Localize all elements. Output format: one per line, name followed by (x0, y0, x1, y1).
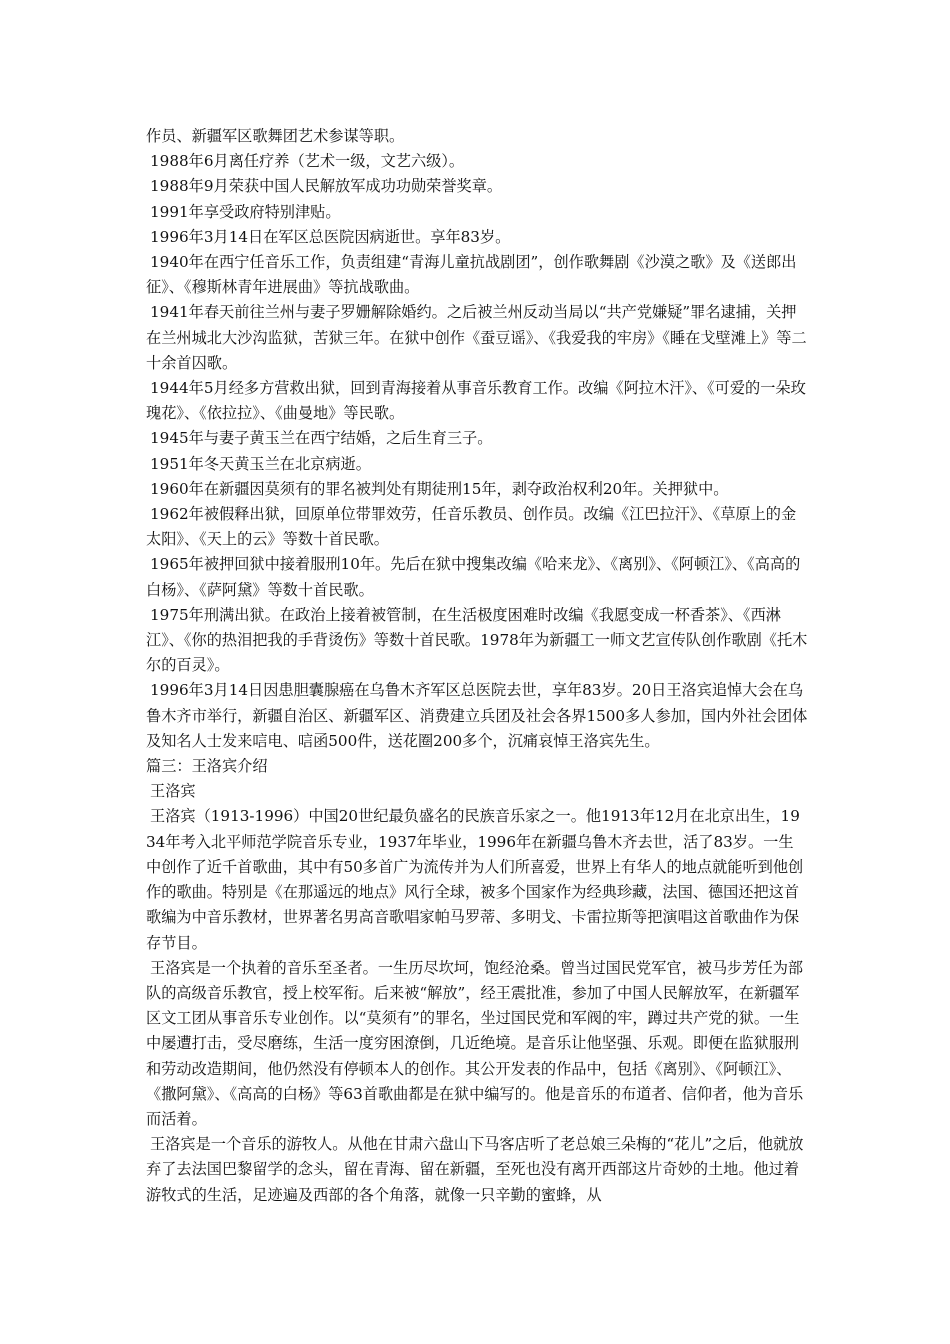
paragraph-text: 王洛宾 (150, 782, 196, 801)
paragraph-text: 1965年被押回狱中接着服刑10年。先后在狱中搜集改编《哈来龙》、《离别》、《阿顿江》、《高高的白杨》、《萨阿黛》等数十首民歌。 (146, 555, 801, 599)
paragraph-text: 王洛宾是一个音乐的游牧人。从他在甘肃六盘山下马客店听了老总娘三朵梅的“花儿”之后，他就放弃了去法国巴黎留学的念头，留在青海、留在新疆，至死也没有离开西部这片奇妙的土地。他过着游牧式的生活，足迹遍及西部的各个角落，就像一只辛勤的蜜蜂，从 (146, 1135, 804, 1204)
paragraph (146, 678, 808, 754)
paragraph (146, 149, 808, 174)
paragraph (146, 502, 808, 552)
paragraph-text: 1944年5月经多方营救出狱，回到青海接着从事音乐教育工作。改编《阿拉木汗》、《可爱的一朵玫瑰花》、《依拉拉》、《曲曼地》等民歌。 (146, 379, 806, 423)
paragraph (146, 174, 808, 199)
paragraph-text: 1996年3月14日因患胆囊腺癌在乌鲁木齐军区总医院去世，享年83岁。20日王洛宾追悼大会在乌鲁木齐市举行，新疆自治区、新疆军区、消费建立兵团及社会各界1500多人参加，国内外社会团体及知名人士发来唁电、唁函500件，送花圈200多个，沉痛哀悼王洛宾先生。 (146, 681, 808, 750)
paragraph-text: 1988年6月离任疗养（艺术一级，文艺六级）。 (150, 152, 465, 171)
paragraph-text: 1996年3月14日在军区总医院因病逝世。享年83岁。 (150, 227, 511, 246)
paragraph-text: 1940年在西宁任音乐工作，负责组建“青海儿童抗战剧团”，创作歌舞剧《沙漠之歌》及《送郎出征》、《穆斯林青年进展曲》等抗战歌曲。 (146, 253, 797, 297)
document-body (146, 124, 808, 1208)
paragraph: 作员、新疆军区歌舞团艺术参谋等职。 (146, 127, 405, 145)
paragraph (146, 552, 808, 602)
paragraph-text: 1988年9月荣获中国人民解放军成功功勋荣誉奖章。 (150, 177, 503, 196)
paragraph (146, 956, 808, 1132)
paragraph-text: 1962年被假释出狱，回原单位带罪效劳，任音乐教员、创作员。改编《江巴拉汗》、《草原上的金太阳》、《天上的云》等数十首民歌。 (146, 505, 797, 549)
paragraph-text: 1945年与妻子黄玉兰在西宁结婚，之后生育三子。 (150, 429, 493, 448)
paragraph-text: 王洛宾（1913-1996）中国20世纪最负盛名的民族音乐家之一。他1913年12月在北京出生，1934年考入北平师范学院音乐专业，1937年毕业，1996年在新疆乌鲁木齐去世，活了83岁。一生中创作了近千首歌曲，其中有50多首广为流传并为人们所喜爱，世界上有华人的地点就能听到他创作的歌曲。特别是《在那遥远的地点》风行全球，被多个国家作为经典珍藏，法国、德国还把这首歌编为中音乐教材，世界著名男高音歌唱家帕马罗蒂、多明戈、卡雷拉斯等把演唱这首歌曲作为保存节目。 (146, 807, 804, 952)
paragraph-text: 王洛宾是一个执着的音乐至圣者。一生历尽坎坷，饱经沧桑。曾当过国民党军官，被马步芳任为部队的高级音乐教官，授上校军衔。后来被“解放”，经王震批准，参加了中国人民解放军，在新疆军区文工团从事音乐专业创作。以“莫须有”的罪名，坐过国民党和军阀的牢，蹲过共产党的狱。一生中屡遭打击，受尽磨练，生活一度穷困潦倒，几近绝境。是音乐让他坚强、乐观。即便在监狱服刑和劳动改造期间，他仍然没有停顿本人的创作。其公开发表的作品中，包括《离别》、《阿顿江》、《撒阿黛》、《高高的白杨》等63首歌曲都是在狱中编写的。他是音乐的布道者、信仰者，他为音乐而活着。 (146, 958, 804, 1128)
paragraph-text: 1941年春天前往兰州与妻子罗姗解除婚约。之后被兰州反动当局以“共产党嫌疑”罪名逮捕，关押在兰州城北大沙沟监狱，苦狱三年。在狱中创作《蚕豆谣》、《我爱我的牢房》《睡在戈壁滩上》等二十余首囚歌。 (146, 303, 807, 372)
paragraph (146, 477, 808, 502)
paragraph-text: 1951年冬天黄玉兰在北京病逝。 (150, 454, 371, 473)
paragraph-text: 1975年刑满出狱。在政治上接着被管制，在生活极度困难时改编《我愿变成一杯香茶》、《西淋江》、《你的热泪把我的手背烫伤》等数十首民歌。1978年为新疆工一师文艺宣传队创作歌剧《托木尔的百灵》。 (146, 605, 808, 675)
paragraph-text: 1960年在新疆因莫须有的罪名被判处有期徒刑15年，剥夺政治权利20年。关押狱中。 (150, 479, 729, 498)
paragraph (146, 804, 808, 955)
paragraph-text: 1991年享受政府特别津贴。 (150, 202, 341, 221)
paragraph (146, 200, 808, 225)
paragraph (146, 250, 808, 300)
paragraph (146, 426, 808, 451)
paragraph (146, 300, 808, 376)
paragraph (146, 376, 808, 426)
paragraph (146, 779, 808, 804)
paragraph (146, 1132, 808, 1208)
paragraph (146, 603, 808, 679)
section-heading: 篇三：王洛宾介绍 (146, 757, 268, 776)
paragraph (146, 225, 808, 250)
paragraph (146, 452, 808, 477)
